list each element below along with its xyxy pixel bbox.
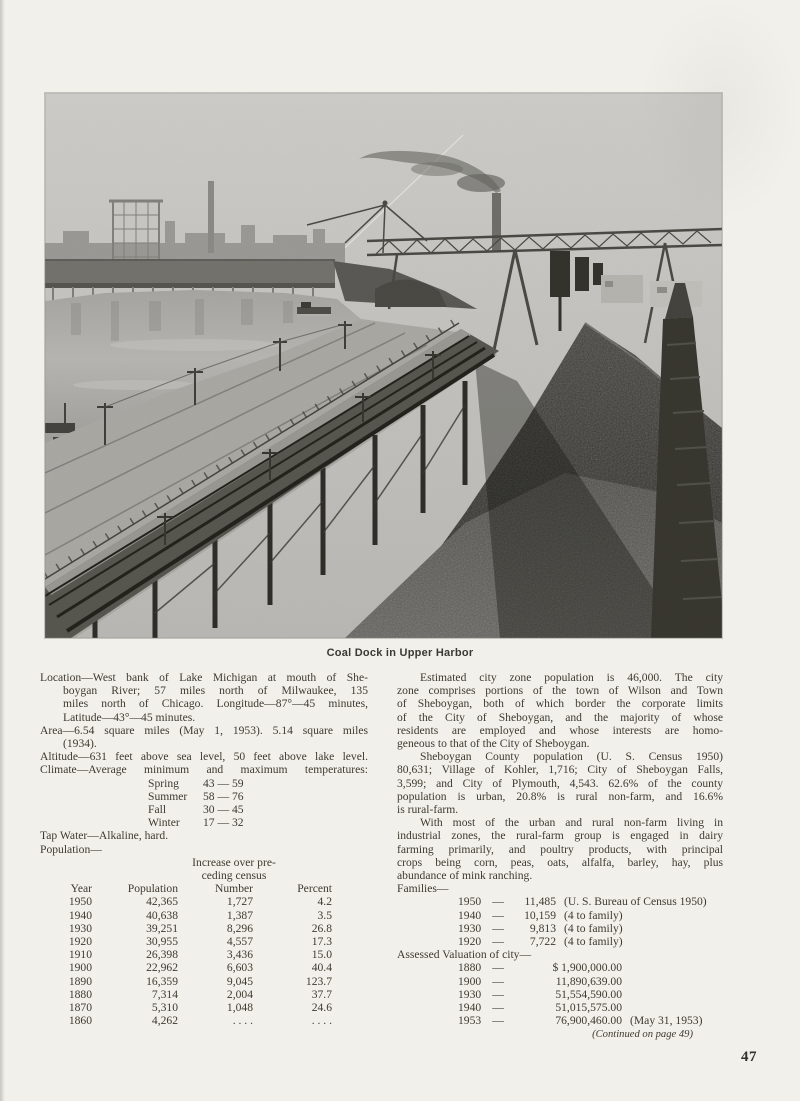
text-line: Location—West bank of Lake Michigan at mouth of She- <box>40 671 368 684</box>
cell-year: 1890 <box>68 974 92 988</box>
season-name: Winter <box>148 816 180 830</box>
city-zone-paragraph <box>397 671 723 750</box>
county-population-paragraph <box>397 750 723 816</box>
table-row <box>40 909 368 922</box>
valuation-note: (May 31, 1953) <box>630 1014 703 1028</box>
rural-farm-paragraph <box>397 816 723 882</box>
cell-year: 1910 <box>68 948 92 962</box>
list-item <box>458 975 723 988</box>
season-row <box>148 790 368 803</box>
list-item <box>458 909 723 922</box>
table-row <box>40 935 368 948</box>
cell-percent: 3.5 <box>317 908 332 922</box>
season-row <box>148 777 368 790</box>
text-line: With most of the urban and rural non-farm living in <box>420 816 723 830</box>
text-line: 3,599; and City of Plymouth, 4,543. 62.6% of the county <box>397 776 723 790</box>
valuation-year: 1953 <box>458 1014 482 1028</box>
table-row <box>40 988 368 1001</box>
families-label: Families— <box>397 882 449 896</box>
cell-population: 4,262 <box>151 1014 178 1028</box>
text-line: Increase over pre- <box>192 855 276 869</box>
table-row <box>40 948 368 961</box>
dash: — <box>492 974 504 988</box>
valuation-year: 1900 <box>458 974 482 988</box>
column-header-population: Population <box>127 882 178 896</box>
cell-number: 6,603 <box>226 961 253 975</box>
families-count: 9,813 <box>529 921 556 935</box>
text-line: boygan River; 57 miles north of Milwaukee, 135 <box>63 684 368 698</box>
list-item <box>458 895 723 908</box>
list-item <box>458 961 723 974</box>
cell-number: 1,048 <box>226 1001 253 1015</box>
dash: — <box>492 895 504 909</box>
families-year: 1920 <box>458 935 482 949</box>
harbor-photo <box>45 93 722 638</box>
cell-year: 1950 <box>68 895 92 909</box>
text-line: residents are employed and whose interests are homo- <box>397 723 723 737</box>
column-header-year: Year <box>70 882 92 896</box>
families-note: (4 to family) <box>564 921 623 935</box>
list-item <box>458 988 723 1001</box>
text-line: of the City of Sheboygan, and the majority of whose <box>397 710 723 724</box>
cell-year: 1870 <box>68 1001 92 1015</box>
cell-number: 3,436 <box>226 948 253 962</box>
season-name: Spring <box>148 776 179 790</box>
cell-population: 39,251 <box>146 921 178 935</box>
season-row <box>148 803 368 816</box>
valuation-year: 1940 <box>458 1001 482 1015</box>
families-year: 1940 <box>458 908 482 922</box>
cell-percent: 37.7 <box>311 987 332 1001</box>
right-column <box>397 671 723 1042</box>
text-line: population is urban, 20.8% is rural non-farm, and 16.6% <box>397 789 723 803</box>
cell-number: 9,045 <box>226 974 253 988</box>
families-year: 1930 <box>458 921 482 935</box>
area-entry <box>40 724 368 750</box>
cell-number: 4,557 <box>226 935 253 949</box>
valuation-year: 1880 <box>458 961 482 975</box>
cell-percent: 26.8 <box>311 921 332 935</box>
season-temperature-range: 17 — 32 <box>203 816 244 830</box>
table-row <box>40 1014 368 1027</box>
cell-percent: . . . . <box>311 1014 332 1028</box>
families-list <box>397 895 723 948</box>
location-entry <box>40 671 368 724</box>
text-line: Sheboygan County population (U. S. Census 1950) <box>420 750 723 764</box>
dash: — <box>492 961 504 975</box>
valuation-year: 1930 <box>458 987 482 1001</box>
population-table-body <box>40 895 368 1027</box>
coal-dock-photo-illustration <box>45 93 722 638</box>
population-table <box>40 856 368 1028</box>
cell-number: 2,004 <box>226 987 253 1001</box>
column-header-number: Number <box>215 882 253 896</box>
climate-entry <box>40 763 368 776</box>
valuation-amount: $ 1,900,000.00 <box>552 961 622 975</box>
text-line: Altitude—631 feet above sea level, 50 feet above lake level. <box>40 750 368 764</box>
dash: — <box>492 908 504 922</box>
season-temperature-range: 30 — 45 <box>203 803 244 817</box>
continued-note: (Continued on page 49) <box>592 1029 693 1041</box>
page-number: 47 <box>741 1049 757 1065</box>
season-row <box>148 816 368 829</box>
altitude-entry <box>40 750 368 763</box>
cell-population: 7,314 <box>151 987 178 1001</box>
photo-caption: Coal Dock in Upper Harbor <box>326 647 474 659</box>
cell-year: 1920 <box>68 935 92 949</box>
tap-water-entry: Tap Water—Alkaline, hard. <box>40 829 169 843</box>
families-note: (U. S. Bureau of Census 1950) <box>564 895 707 909</box>
photo-grain <box>45 93 722 638</box>
cell-percent: 123.7 <box>305 974 332 988</box>
list-item <box>458 922 723 935</box>
valuation-amount: 51,554,590.00 <box>555 987 622 1001</box>
valuation-note <box>622 961 630 974</box>
text-line: zone comprises portions of the town of Wilson and Town <box>397 684 723 698</box>
column-header-percent: Percent <box>297 882 332 896</box>
text-line: industrial zones, the rural-farm group is engaged in dairy <box>397 829 723 843</box>
valuation-note <box>622 1001 630 1014</box>
season-name: Summer <box>148 789 188 803</box>
cell-number: 1,387 <box>226 908 253 922</box>
list-item <box>458 1014 723 1027</box>
cell-number: 1,727 <box>226 895 253 909</box>
text-line: Climate—Average minimum and maximum temperatures: <box>40 763 368 777</box>
families-count: 11,485 <box>524 895 556 909</box>
list-item <box>458 1001 723 1014</box>
cell-population: 42,365 <box>146 895 178 909</box>
cell-number: 8,296 <box>226 921 253 935</box>
climate-seasons <box>40 777 368 830</box>
text-line: Latitude—43°—45 minutes. <box>63 710 196 724</box>
families-count: 10,159 <box>524 908 556 922</box>
text-line: miles north of Chicago. Longitude—87°—45 minutes, <box>63 697 368 711</box>
cell-year: 1940 <box>68 908 92 922</box>
cell-percent: 24.6 <box>311 1001 332 1015</box>
table-row <box>40 961 368 974</box>
cell-population: 40,638 <box>146 908 178 922</box>
season-name: Fall <box>148 803 167 817</box>
cell-year: 1930 <box>68 921 92 935</box>
cell-year: 1860 <box>68 1014 92 1028</box>
dash: — <box>492 921 504 935</box>
dash: — <box>492 987 504 1001</box>
dash: — <box>492 1001 504 1015</box>
families-note: (4 to family) <box>564 908 623 922</box>
table-row <box>40 975 368 988</box>
valuation-note <box>622 975 630 988</box>
families-year: 1950 <box>458 895 482 909</box>
text-line: (1934). <box>63 737 97 751</box>
cell-year: 1880 <box>68 987 92 1001</box>
text-line: Estimated city zone population is 46,000. The city <box>420 671 723 684</box>
valuation-list <box>397 961 723 1027</box>
cell-percent: 17.3 <box>311 935 332 949</box>
families-note: (4 to family) <box>564 935 623 949</box>
cell-population: 16,359 <box>146 974 178 988</box>
table-note <box>178 856 290 882</box>
cell-percent: 4.2 <box>317 895 332 909</box>
cell-year: 1900 <box>68 961 92 975</box>
table-row <box>40 895 368 908</box>
population-label: Population— <box>40 842 102 856</box>
cell-number: . . . . <box>232 1014 253 1028</box>
text-line: farming primarily, and poultry products, with principal <box>397 842 723 856</box>
table-row <box>40 922 368 935</box>
list-item <box>458 935 723 948</box>
text-line: is rural-farm. <box>397 803 459 817</box>
cell-population: 30,955 <box>146 935 178 949</box>
cell-population: 26,398 <box>146 948 178 962</box>
families-count: 7,722 <box>529 935 556 949</box>
table-row <box>40 1001 368 1014</box>
season-temperature-range: 58 — 76 <box>203 789 244 803</box>
table-header-row <box>40 882 368 895</box>
left-column <box>40 671 368 1027</box>
dash: — <box>492 935 504 949</box>
cell-population: 5,310 <box>151 1001 178 1015</box>
cell-population: 22,962 <box>146 961 178 975</box>
valuation-amount: 76,900,460.00 <box>555 1014 622 1028</box>
text-line: 80,631; Village of Kohler, 1,716; City of Sheboygan Falls, <box>397 763 723 777</box>
text-line: of Sheboygan, both of which border the corporate limits <box>397 697 723 711</box>
season-temperature-range: 43 — 59 <box>203 776 244 790</box>
cell-percent: 40.4 <box>311 961 332 975</box>
valuation-amount: 51,015,575.00 <box>555 1001 622 1015</box>
dash: — <box>492 1014 504 1028</box>
valuation-amount: 11,890,639.00 <box>555 974 622 988</box>
text-line: ceding census <box>201 869 267 883</box>
text-line: crops being corn, peas, oats, alfalfa, barley, hay, plus <box>397 855 723 869</box>
text-line: geneous to that of the City of Sheboygan. <box>397 737 590 751</box>
valuation-label: Assessed Valuation of city— <box>397 948 532 962</box>
valuation-note <box>622 988 630 1001</box>
text-line: Area—6.54 square miles (May 1, 1953). 5.14 square miles <box>40 723 368 737</box>
cell-percent: 15.0 <box>311 948 332 962</box>
text-line: abundance of mink ranching. <box>397 869 533 883</box>
